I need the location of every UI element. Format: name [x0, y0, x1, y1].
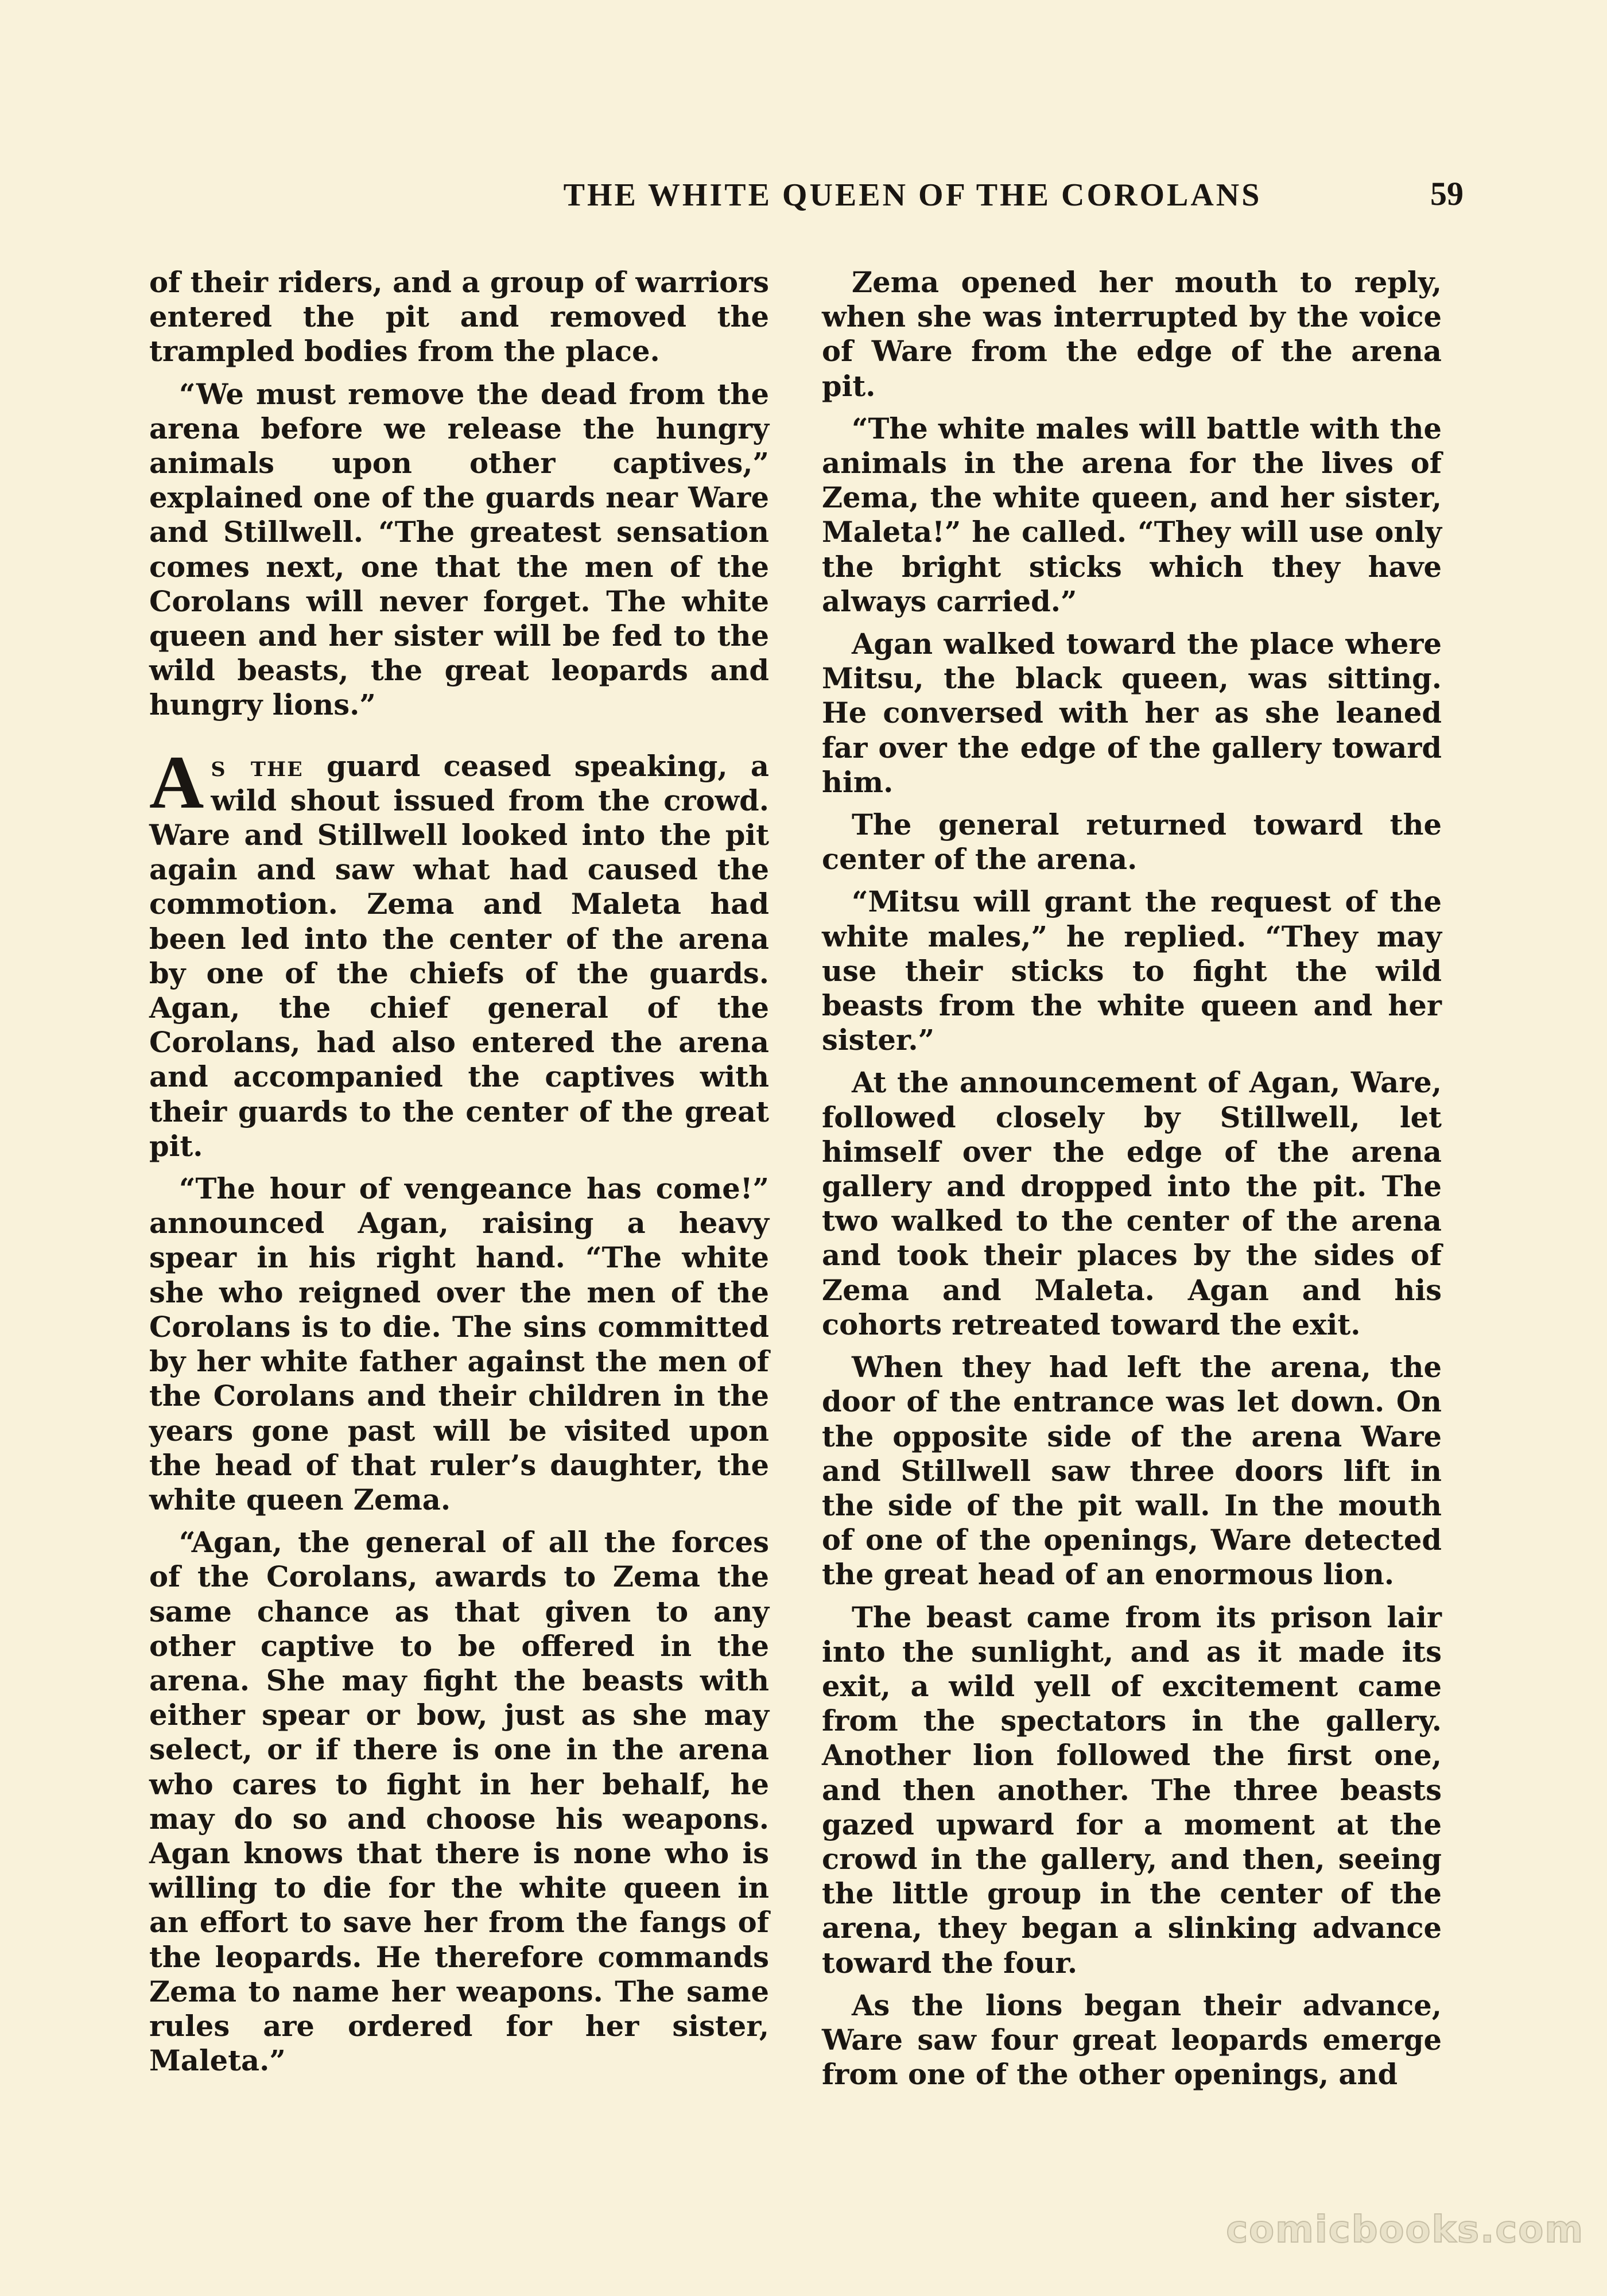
- paragraph: Agan walked toward the place where Mitsu, the black queen, was sitting. He conversed with her as she leaned far over the edge of the gallery toward him.: [822, 627, 1442, 799]
- paragraph: When they had left the arena, the door of the entrance was let down. On the opposite side of the arena Ware and Stillwell saw three doors lift in the side of the pit wall. In the mouth of one of the openings, Ware detected the great head of an enormous lion.: [822, 1351, 1442, 1592]
- paragraph: Zema opened her mouth to reply, when she was interrupted by the voice of Ware from the edge of the arena pit.: [822, 266, 1442, 403]
- paragraph: At the announcement of Agan, Ware, followed closely by Stillwell, let himself over the edge of the arena gallery and dropped into the pit. The two walked to the center of the arena and took their places by the sides of Zema and Maleta. Agan and his cohorts retreated toward the exit.: [822, 1066, 1442, 1341]
- paragraph: “Mitsu will grant the request of the white males,” he replied. “They may use their sticks to fight the wild beasts from the white queen and her sister.”: [822, 885, 1442, 1057]
- watermark-logo: comicbooks.com: [1226, 2209, 1584, 2251]
- drop-cap: A: [149, 739, 204, 824]
- running-title: THE WHITE QUEEN OF THE COROLANS: [563, 177, 1262, 213]
- page-number: 59: [1430, 175, 1464, 212]
- small-caps-lead: s the: [211, 749, 304, 783]
- paragraph: “The hour of vengeance has come!” announced Agan, raising a heavy spear in his right hand. “The white she who reigned over the men of the Corolans is to die. The sins committed by her white father against the men of the Corolans and their children in the years gone past will be visited upon the head of that ruler’s daughter, the white queen Zema.: [149, 1172, 769, 1517]
- paragraph: The beast came from its prison lair into the sunlight, and as it made its exit, a wild yell of excitement came from the spectators in the gallery. Another lion followed the first one, and then another. The three beasts gazed upward for a moment at the crowd in the gallery, and then, seeing the little group in the center of the arena, they began a slinking advance toward the four.: [822, 1600, 1442, 1980]
- section-start-paragraph: [149, 739, 769, 1163]
- paragraph: The general returned toward the center of the arena.: [822, 808, 1442, 876]
- paragraph: As the lions began their advance, Ware saw four great leopards emerge from one of the other openings, and: [822, 1988, 1442, 2092]
- paragraph: “We must remove the dead from the arena before we release the hungry animals upon other captives,” explained one of the guards near Ware and Stillwell. “The greatest sensation comes next, one that the men of the Corolans will never forget. The white queen and her sister will be fed to the wild beasts, the great leopards and hungry lions.”: [149, 377, 769, 722]
- paragraph: of their riders, and a group of warriors entered the pit and removed the trampled bodies from the place.: [149, 266, 769, 369]
- paragraph: “Agan, the general of all the forces of the Corolans, awards to Zema the same chance as that given to any other captive to be offered in the arena. She may fight the beasts with either spear or bow, just as she may select, or if there is one in the arena who cares to fight in her behalf, he may do so and choose his weapons. Agan knows that there is none who is willing to die for the white queen in an effort to save her from the fangs of the leopards. He therefore commands Zema to name her weapons. The same rules are ordered for her sister, Maleta.”: [149, 1526, 769, 2078]
- paragraph-text: guard ceased speaking, a wild shout issued from the crowd. Ware and Stillwell looked into the pit again and saw what had caused the commotion. Zema and Maleta had been led into the center of the arena by one of the chiefs of the guards. Agan, the chief general of the Corolans, had also entered the arena and accompanied the captives with their guards to the center of the great pit.: [149, 749, 769, 1163]
- paragraph: “The white males will battle with the animals in the arena for the lives of Zema, the white queen, and her sister, Maleta!” he called. “They will use only the bright sticks which they have always carried.”: [822, 412, 1442, 618]
- right-column: [822, 265, 1442, 2100]
- left-column: [149, 265, 769, 2086]
